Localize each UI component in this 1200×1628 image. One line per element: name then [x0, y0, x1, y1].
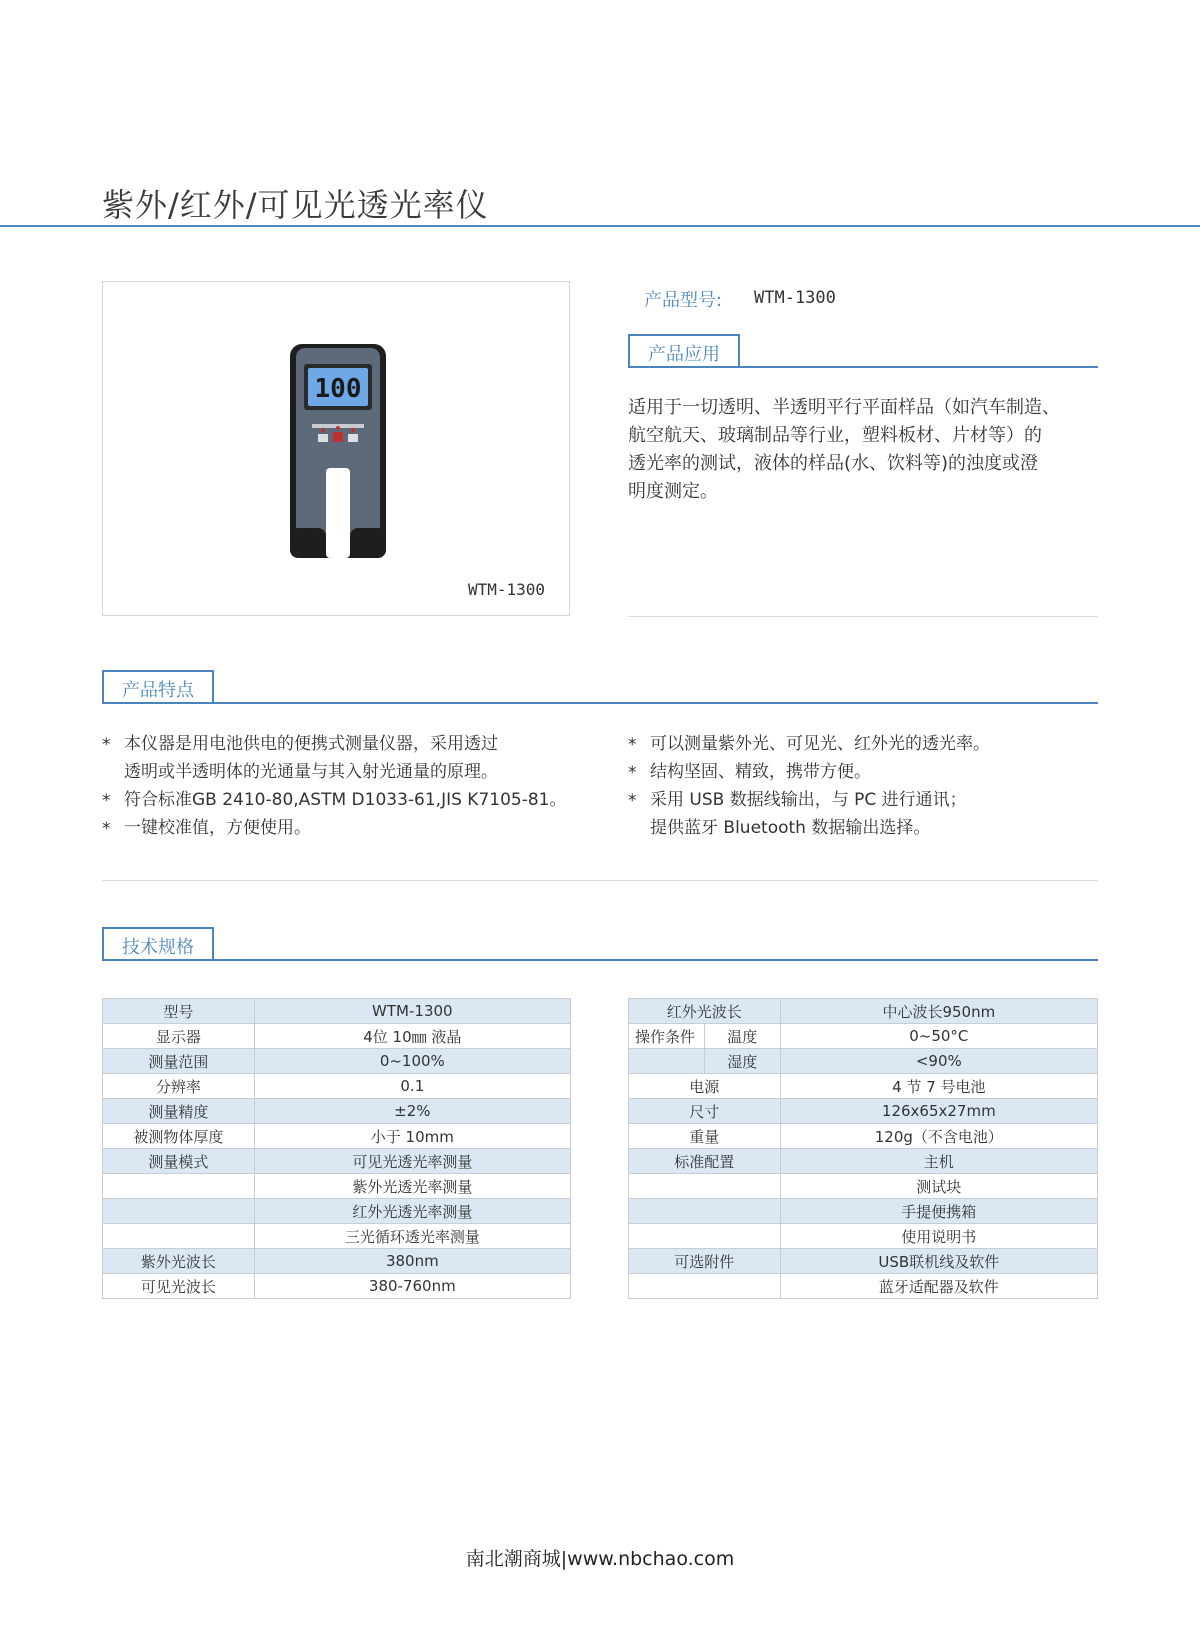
- list-item: * 本仪器是用电池供电的便携式测量仪器，采用透过 透明或半透明体的光通量与其入射光通量的原理。: [102, 730, 602, 786]
- spec-value-cell: 紫外光透光率测量: [254, 1174, 570, 1199]
- spec-value-cell: 红外光透光率测量: [254, 1199, 570, 1224]
- spec-value-cell: 可见光透光率测量: [254, 1149, 570, 1174]
- page-title: 紫外/红外/可见光透光率仪: [102, 186, 489, 224]
- spec-value-cell: ±2%: [254, 1099, 570, 1124]
- spec-table-right: [628, 998, 1098, 1299]
- spec-name-cell: 可见光波长: [103, 1274, 255, 1299]
- spec-name-cell: 显示器: [103, 1024, 255, 1049]
- spec-table-left: [102, 998, 571, 1299]
- spec-value-cell: 380nm: [254, 1249, 570, 1274]
- table-row: 蓝牙适配器及软件: [629, 1274, 1098, 1299]
- list-item: * 符合标准GB 2410-80,ASTM D1033-61,JIS K7105-81。: [102, 786, 602, 814]
- table-row: 手提便携箱: [629, 1199, 1098, 1224]
- application-line: 明度测定。: [628, 481, 718, 502]
- spec-value-cell: 4位 10㎜ 液晶: [254, 1024, 570, 1049]
- application-bottom-rule: [628, 616, 1098, 617]
- application-line: 航空航天、玻璃制品等行业，塑料板材、片材等）的: [628, 425, 1042, 446]
- spec-value-cell: WTM-1300: [254, 999, 570, 1024]
- device-display-value: 100: [314, 374, 362, 404]
- spec-name-cell: 分辨率: [103, 1074, 255, 1099]
- list-item: * 采用 USB 数据线输出，与 PC 进行通讯； 提供蓝牙 Bluetooth 数据输出选择。: [628, 786, 1098, 842]
- table-row: 尺寸 126x65x27mm: [629, 1099, 1098, 1124]
- section-header-features: 产品特点: [102, 670, 214, 704]
- table-row: [103, 1099, 571, 1124]
- features-bottom-rule: [102, 880, 1098, 881]
- section-header-specs: 技术规格: [102, 927, 214, 961]
- table-row: 可选附件 USB联机线及软件: [629, 1249, 1098, 1274]
- spec-name-cell: 被测物体厚度: [103, 1124, 255, 1149]
- features-list-right: [628, 730, 1098, 842]
- spec-value-cell: 0~100%: [254, 1049, 570, 1074]
- spec-name-cell: [103, 1174, 255, 1199]
- table-row: [103, 1124, 571, 1149]
- meter-device-image: [288, 342, 388, 562]
- spec-value-cell: 380-760nm: [254, 1274, 570, 1299]
- table-row: [103, 1199, 571, 1224]
- spec-name-cell: 测量范围: [103, 1049, 255, 1074]
- table-row: [103, 1249, 571, 1274]
- table-row: 标准配置 主机: [629, 1149, 1098, 1174]
- table-row: [103, 1174, 571, 1199]
- spec-name-cell: 测量精度: [103, 1099, 255, 1124]
- application-text: [628, 394, 1098, 506]
- product-image-box: [102, 281, 570, 616]
- model-label: 产品型号:: [644, 290, 723, 311]
- image-caption: WTM-1300: [467, 580, 545, 599]
- spec-name-cell: 紫外光波长: [103, 1249, 255, 1274]
- list-item: * 可以测量紫外光、可见光、红外光的透光率。: [628, 730, 1098, 758]
- specs-rule: [102, 959, 1098, 961]
- table-row: [103, 1049, 571, 1074]
- application-line: 透光率的测试，液体的样品(水、饮料等)的浊度或澄: [628, 453, 1039, 474]
- table-row: 测试块: [629, 1174, 1098, 1199]
- spec-value-cell: 小于 10mm: [254, 1124, 570, 1149]
- table-row: 重量 120g（不含电池）: [629, 1124, 1098, 1149]
- model-value: WTM-1300: [754, 288, 836, 308]
- table-row: 湿度 <90%: [629, 1049, 1098, 1074]
- table-row: 电源 4 节 7 号电池: [629, 1074, 1098, 1099]
- table-row: 红外光波长 中心波长950nm: [629, 999, 1098, 1024]
- spec-name-cell: [103, 1199, 255, 1224]
- features-rule: [102, 702, 1098, 704]
- section-header-application: 产品应用: [628, 334, 740, 368]
- list-item: * 结构坚固、精致，携带方便。: [628, 758, 1098, 786]
- table-row: [103, 1024, 571, 1049]
- title-divider: [0, 225, 1200, 227]
- table-row: [103, 1149, 571, 1174]
- table-row: 操作条件 温度 0~50°C: [629, 1024, 1098, 1049]
- spec-name-cell: 型号: [103, 999, 255, 1024]
- table-row: [103, 1074, 571, 1099]
- spec-value-cell: 三光循环透光率测量: [254, 1224, 570, 1249]
- spec-value-cell: 0.1: [254, 1074, 570, 1099]
- application-line: 适用于一切透明、半透明平行平面样品（如汽车制造、: [628, 397, 1060, 418]
- table-row: [103, 1224, 571, 1249]
- list-item: * 一键校准值，方便使用。: [102, 814, 602, 842]
- spec-name-cell: 测量模式: [103, 1149, 255, 1174]
- table-row: [103, 999, 571, 1024]
- features-list-left: [102, 730, 602, 842]
- table-row: [103, 1274, 571, 1299]
- application-rule: [628, 366, 1098, 368]
- spec-name-cell: [103, 1224, 255, 1249]
- table-row: 使用说明书: [629, 1224, 1098, 1249]
- footer-site: 南北潮商城|www.nbchao.com: [465, 1548, 735, 1570]
